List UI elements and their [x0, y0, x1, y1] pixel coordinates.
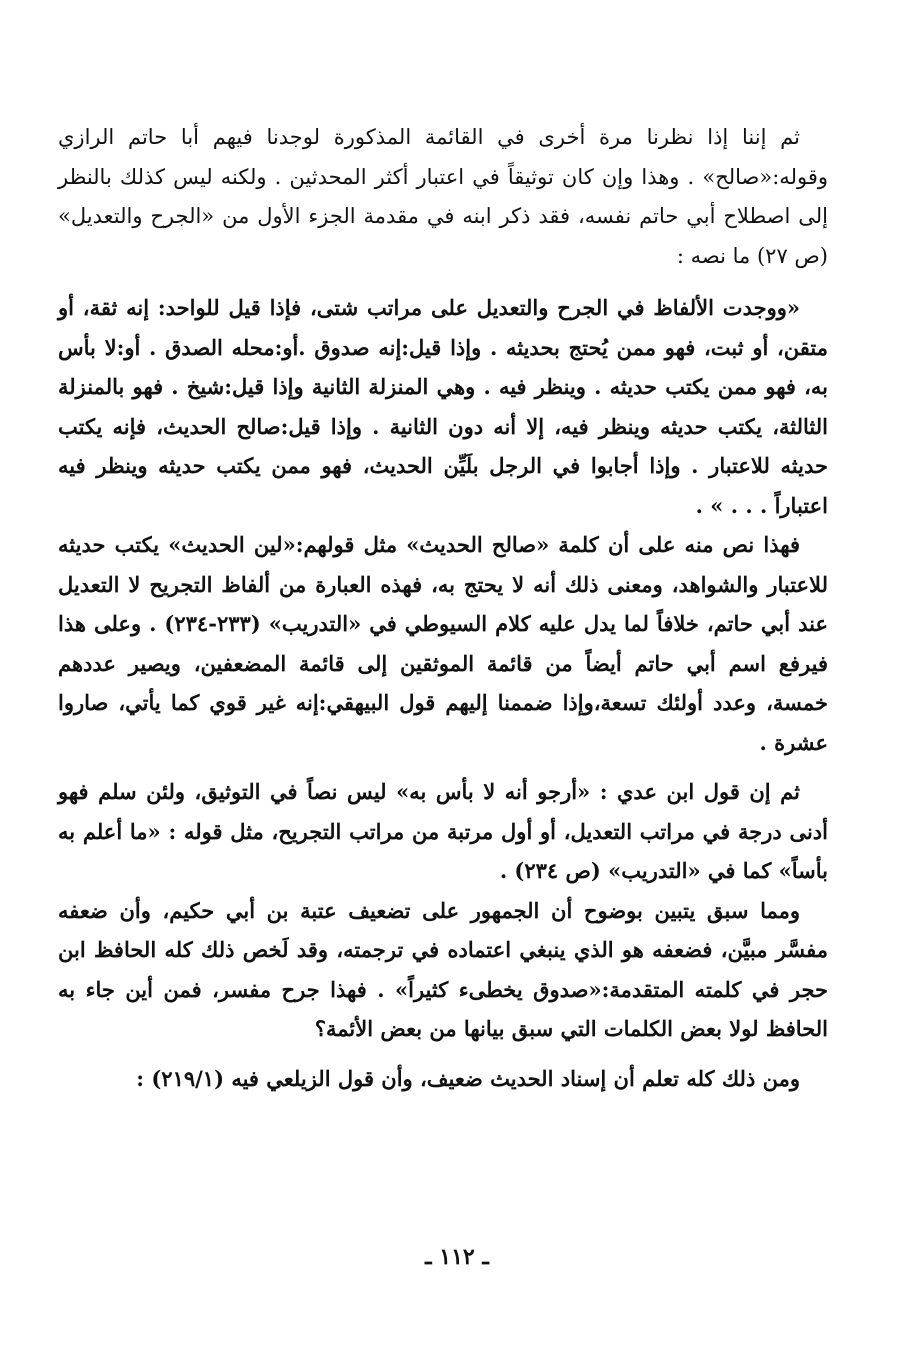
- page-number: ـ ١١٢ ـ: [425, 1244, 489, 1270]
- page-body: [58, 118, 828, 1298]
- paragraph-5: ومما سبق يتبين بوضوح أن الجمهور على تضعيف عتبة بن أبي حكيم، وأن ضعفه مفسَّر مبيَّن، فضعفه هو الذي ينبغي اعتماده في ترجمته، وقد لَخص ذلك كله الحافظ ابن حجر في كلمته المتقدمة:«صدوق يخطىء كثيراً» . فهذا جرح مفسر، فمن أين جاء به الحافظ لولا بعض الكلمات التي سبق بيانها من بعض الأئمة؟: [58, 897, 828, 1041]
- paragraph-2-quote: «ووجدت الألفاظ في الجرح والتعديل على مراتب شتى، فإذا قيل للواحد: إنه ثقة، أو متقن، أو ثبت، فهو ممن يُحتج بحديثه . وإذا قيل:إنه صدوق .أو:محله الصدق . أو:لا بأس به، فهو ممن يكتب حديثه . وينظر فيه . وهي المنزلة الثانية وإذا قيل:شيخ . فهو بالمنزلة الثالثة، يكتب حديثه وينظر فيه، إلا أنه دون الثانية . وإذا قيل:صالح الحديث، فإنه يكتب حديثه للاعتبار . وإذا أجابوا في الرجل بلَيِّن الحديث، فهو ممن يكتب حديثه وينظر فيه اعتباراً . . . » .: [58, 295, 828, 518]
- paragraph-4: ثم إن قول ابن عدي : «أرجو أنه لا بأس به» ليس نصاً في التوثيق، ولئن سلم فهو أدنى درجة في مراتب التعديل، أو أول مرتبة من مراتب التجريح، مثل قوله : «ما أعلم به بأساً» كما في «التدريب» (ص ٢٣٤) .: [58, 779, 828, 883]
- paragraph-1: ثم إننا إذا نظرنا مرة أخرى في القائمة المذكورة لوجدنا فيهم أبا حاتم الرازي وقوله:«صالح» . وهذا وإن كان توثيقاً في اعتبار أكثر المحدثين . ولكنه ليس كذلك بالنظر إلى اصطلاح أبي حاتم نفسه، فقد ذكر ابنه في مقدمة الجزء الأول من «الجرح والتعديل» (ص ٢٧) ما نصه :: [58, 125, 828, 268]
- paragraph-3: فهذا نص منه على أن كلمة «صالح الحديث» مثل قولهم:«لين الحديث» يكتب حديثه للاعتبار والشواهد، ومعنى ذلك أنه لا يحتج به، فهذه العبارة من ألفاظ التجريح لا التعديل عند أبي حاتم، خلافاً لما يدل عليه كلام السيوطي في «التدريب» (٢٣٣-٢٣٤) . وعلى هذا فيرفع اسم أبي حاتم أيضاً من قائمة الموثقين إلى قائمة المضعفين، ويصير عددهم خمسة، وعدد أولئك تسعة،وإذا ضممنا إليهم قول البيهقي:إنه غير قوي كما يأتي، صاروا عشرة .: [58, 532, 828, 755]
- paragraph-6: ومن ذلك كله تعلم أن إسناد الحديث ضعيف، وأن قول الزيلعي فيه (٢١٩/١) :: [136, 1065, 800, 1091]
